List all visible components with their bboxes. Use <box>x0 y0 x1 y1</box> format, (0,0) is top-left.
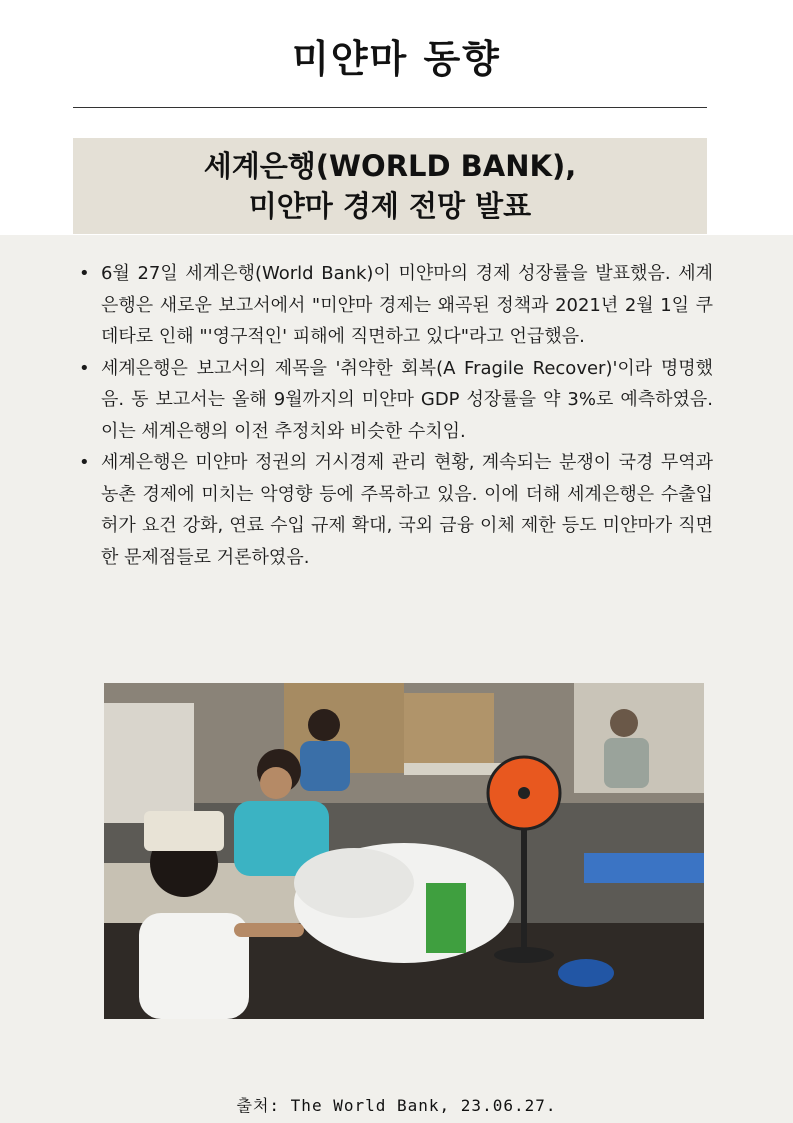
bullet-item: • 세계은행은 보고서의 제목을 '취약한 회복(A Fragile Recover)'이라 명명했음. 동 보고서는 올해 9월까지의 미얀마 GDP 성장률을 약 3%로 예측하였음. 이는 세계은행의 이전 추정치와 비슷한 수치임. <box>101 353 713 448</box>
bullet-list <box>73 258 713 573</box>
bullet-item: • 6월 27일 세계은행(World Bank)이 미얀마의 경제 성장률을 발표했음. 세계은행은 새로운 보고서에서 "미얀마 경제는 왜곡된 정책과 2021년 2월 1일 쿠데타로 인해 "'영구적인' 피해에 직면하고 있다"라고 언급했음. <box>101 258 713 353</box>
page-title: 미얀마 동향 <box>292 37 501 81</box>
garment-workshop-photo <box>104 683 704 1019</box>
headline-box <box>73 138 707 234</box>
title-divider <box>73 107 707 108</box>
headline-line-1: 세계은행(WORLD BANK), <box>203 149 577 183</box>
headline-line-2: 미얀마 경제 전망 발표 <box>248 189 532 223</box>
source-citation: 출처: The World Bank, 23.06.27. <box>236 1096 557 1115</box>
bullet-item: • 세계은행은 미얀마 정권의 거시경제 관리 현황, 계속되는 분쟁이 국경 무역과 농촌 경제에 미치는 악영향 등에 주목하고 있음. 이에 더해 세계은행은 수출입 허가 요건 강화, 연료 수입 규제 확대, 국외 금융 이체 제한 등도 미얀마가 직면한 문제점들로 거론하였음. <box>101 447 713 573</box>
